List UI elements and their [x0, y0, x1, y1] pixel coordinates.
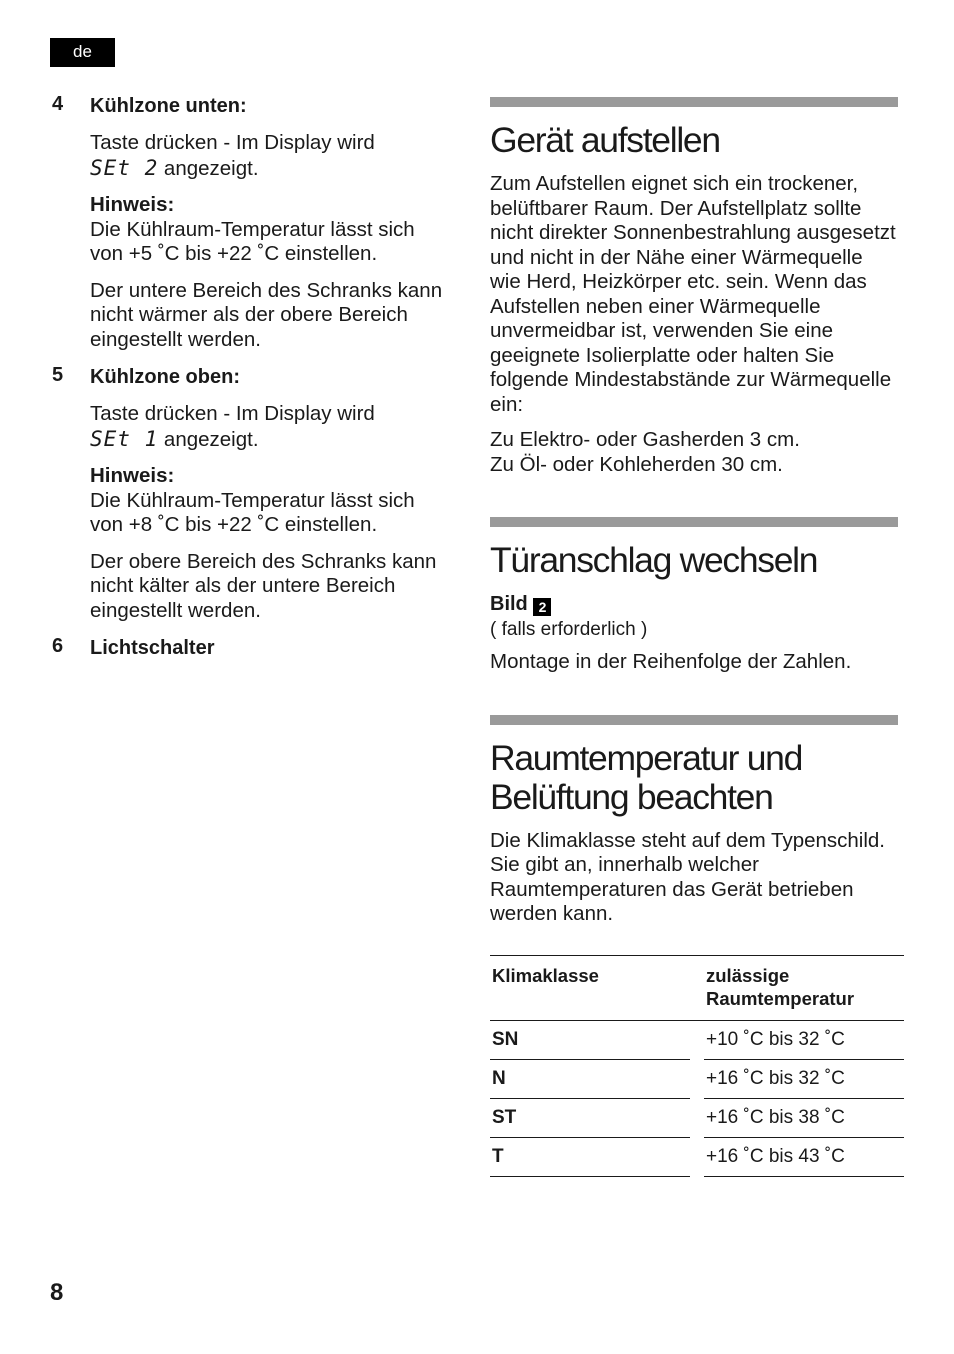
section-title-raumtemperatur: Raumtemperatur und Belüftung beachten [490, 737, 803, 817]
list-item-5 [50, 364, 450, 623]
temperature-range: +16 ˚C bis 32 ˚C [704, 1059, 904, 1098]
note-text: Der obere Bereich des Schranks kann nicht kälter als der untere Bereich eingestellt werden. [90, 549, 437, 622]
section-divider [490, 97, 898, 107]
section-divider [490, 517, 898, 527]
note-text: Der untere Bereich des Schranks kann nicht wärmer als der obere Bereich eingestellt werden. [90, 278, 443, 351]
instruction-text: Taste drücken - Im Display wird SEt 1 angezeigt. [90, 402, 375, 451]
temperature-range: +10 ˚C bis 32 ˚C [704, 1020, 904, 1059]
hint-label: Hinweis: [90, 464, 175, 487]
hint-label: Hinweis: [90, 193, 175, 216]
table-row [490, 1059, 904, 1098]
optional-note: ( falls erforderlich ) [490, 618, 648, 640]
item-title: Kühlzone oben: [90, 366, 240, 388]
section-paragraph: Die Klimaklasse steht auf dem Typenschild. Sie gibt an, innerhalb welcher Raumtemperaturen das Gerät betrieben werden kann. [490, 828, 886, 925]
table-row [490, 1020, 904, 1059]
item-number: 4 [52, 93, 64, 115]
display-readout: SEt 2 [90, 155, 159, 180]
section-divider [490, 715, 898, 725]
item-number: 6 [52, 635, 64, 657]
hint-text: Die Kühlraum-Temperatur lässt sich von +8 ˚C bis +22 ˚C einstellen. [90, 488, 415, 536]
climate-class: T [490, 1137, 690, 1176]
section-paragraph: Montage in der Reihenfolge der Zahlen. [490, 650, 852, 673]
section-title-aufstellen: Gerät aufstellen [490, 120, 720, 160]
section-title-tueranschlag: Türanschlag wechseln [490, 540, 818, 580]
hint-block [90, 464, 450, 538]
list-item-4 [50, 93, 450, 352]
item-title: Lichtschalter [90, 637, 215, 659]
climate-class: ST [490, 1098, 690, 1137]
left-column [50, 93, 450, 661]
table-row [490, 1098, 904, 1137]
climate-class: SN [490, 1020, 690, 1059]
item-body [90, 131, 450, 352]
hint-text: Die Kühlraum-Temperatur lässt sich von +5 ˚C bis +22 ˚C einstellen. [90, 217, 415, 265]
climate-class: N [490, 1059, 690, 1098]
climate-class-table [490, 955, 904, 1177]
list-item-6 [50, 635, 450, 661]
temperature-range: +16 ˚C bis 38 ˚C [704, 1098, 904, 1137]
temperature-range: +16 ˚C bis 43 ˚C [704, 1137, 904, 1176]
distance-list: Zu Elektro- oder Gasherden 3 cm. Zu Öl- oder Kohleherden 30 cm. [490, 428, 800, 476]
display-readout: SEt 1 [90, 426, 159, 451]
language-badge: de [50, 38, 115, 67]
item-body [90, 402, 450, 623]
page-number: 8 [50, 1279, 64, 1306]
section-paragraph: Zum Aufstellen eignet sich ein trockener, belüftbarer Raum. Der Aufstellplatz sollte nicht direkter Sonnenbestrahlung ausgesetzt und nicht in der Nähe einer Wärmequelle wie Herd, Heizkörper etc. sein. Wenn das Aufstellen neben einer Wärmequelle unvermeidbar ist, verwenden Sie eine geeignete Isolierplatte oder halten Sie folgende Mindestabstände zur Wärmequelle ein: [490, 172, 896, 416]
figure-label: Bild [490, 593, 528, 615]
hint-block [90, 193, 450, 267]
figure-number-badge: 2 [533, 598, 551, 616]
column-header-klimaklasse: Klimaklasse [490, 955, 690, 1020]
right-column [490, 97, 898, 1177]
table-row [490, 1137, 904, 1176]
table-header-row [490, 955, 904, 1020]
item-title: Kühlzone unten: [90, 95, 247, 117]
instruction-text: Taste drücken - Im Display wird SEt 2 angezeigt. [90, 131, 375, 180]
column-header-temperatur: zulässige Raumtemperatur [704, 955, 904, 1020]
figure-reference [490, 592, 898, 642]
item-number: 5 [52, 364, 64, 386]
